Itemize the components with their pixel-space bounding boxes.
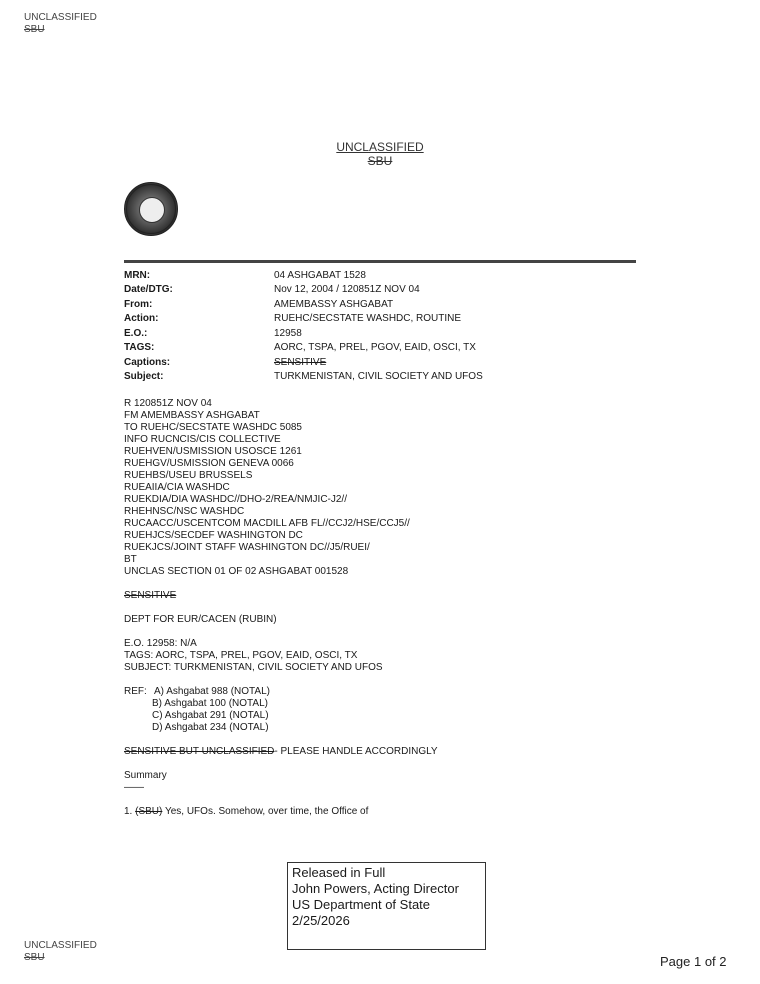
para-struck-marking: (SBU) <box>135 806 163 817</box>
meta-value: Nov 12, 2004 / 120851Z NOV 04 <box>274 284 420 296</box>
routing-line: INFO RUCNCIS/CIS COLLECTIVE <box>124 434 281 445</box>
meta-key: Date/DTG: <box>124 284 173 296</box>
para-text: Yes, UFOs. Somehow, over time, the Office of <box>164 806 369 817</box>
paragraph-1 <box>124 806 604 818</box>
routing-line: RUEHJCS/SECDEF WASHINGTON DC <box>124 530 303 541</box>
routing-line: RUEKDIA/DIA WASHDC//DHO-2/REA/NMJIC-J2// <box>124 494 347 505</box>
ref-item: B) Ashgabat 100 (NOTAL) <box>152 698 268 709</box>
routing-line: RUEHBS/USEU BRUSSELS <box>124 470 253 481</box>
routing-line: FM AMEMBASSY ASHGABAT <box>124 410 260 421</box>
dept-line: DEPT FOR EUR/CACEN (RUBIN) <box>124 614 277 625</box>
release-line: US Department of State <box>292 897 431 912</box>
meta-row <box>124 312 483 327</box>
classification-caveat: SBU <box>24 952 45 963</box>
routing-line: TO RUEHC/SECSTATE WASHDC 5085 <box>124 422 302 433</box>
meta-row <box>124 341 483 356</box>
handling-rest: - PLEASE HANDLE ACCORDINGLY <box>274 746 438 757</box>
summary-heading: Summary <box>124 770 167 781</box>
bottom-corner-classification <box>24 940 97 964</box>
meta-row <box>124 355 483 370</box>
meta-value: AMEMBASSY ASHGABAT <box>274 298 394 310</box>
release-line: 2/25/2026 <box>292 913 350 928</box>
cable-metadata-table <box>124 268 483 384</box>
meta-value: 04 ASHGABAT 1528 <box>274 269 366 281</box>
classification-caveat: SBU <box>24 24 45 35</box>
routing-line: R 120851Z NOV 04 <box>124 398 212 409</box>
header-classification-caveat: SBU <box>367 154 393 168</box>
routing-line: UNCLAS SECTION 01 OF 02 ASHGABAT 001528 <box>124 566 349 577</box>
meta-value: AORC, TSPA, PREL, PGOV, EAID, OSCI, TX <box>274 342 476 354</box>
meta-value: TURKMENISTAN, CIVIL SOCIETY AND UFOS <box>274 371 483 383</box>
state-seal-icon <box>124 182 178 236</box>
meta-value: SENSITIVE <box>274 356 327 368</box>
meta-key: TAGS: <box>124 342 155 354</box>
header-classification-label: UNCLASSIFIED <box>336 140 424 154</box>
meta-key: MRN: <box>124 269 151 281</box>
release-line: Released in Full <box>292 865 386 880</box>
eo-line: E.O. 12958: N/A <box>124 638 197 649</box>
page-number: Page 1 of 2 <box>660 954 727 969</box>
ref-first-line <box>124 686 604 698</box>
cable-body <box>124 398 604 818</box>
ref-item: D) Ashgabat 234 (NOTAL) <box>152 722 269 733</box>
meta-key: Captions: <box>124 356 171 368</box>
meta-row <box>124 326 483 341</box>
classification-label: UNCLASSIFIED <box>24 940 97 951</box>
ref-item: A) Ashgabat 988 (NOTAL) <box>154 686 270 697</box>
handling-struck: SENSITIVE BUT UNCLASSIFIED <box>124 746 275 757</box>
meta-row <box>124 283 483 298</box>
meta-key: From: <box>124 298 153 310</box>
meta-row <box>124 297 483 312</box>
routing-line: RUEHGV/USMISSION GENEVA 0066 <box>124 458 294 469</box>
routing-line: RUCAACC/USCENTCOM MACDILL AFB FL//CCJ2/HSE/CCJ5// <box>124 518 410 529</box>
meta-value: 12958 <box>274 327 302 339</box>
header-classification <box>0 140 760 168</box>
sensitive-caption: SENSITIVE <box>124 590 177 601</box>
routing-line: RUEAIIA/CIA WASHDC <box>124 482 230 493</box>
para-number: 1. <box>124 806 133 817</box>
ref-label: REF: <box>124 686 147 697</box>
meta-key: Action: <box>124 313 159 325</box>
meta-value: RUEHC/SECSTATE WASHDC, ROUTINE <box>274 313 462 325</box>
routing-line: RUEHVEN/USMISSION USOSCE 1261 <box>124 446 302 457</box>
routing-line: BT <box>124 554 137 565</box>
routing-line: RUEKJCS/JOINT STAFF WASHINGTON DC//J5/RUEI/ <box>124 542 370 553</box>
meta-row <box>124 268 483 283</box>
top-corner-classification <box>24 12 97 36</box>
summary-underline: —— <box>124 782 144 793</box>
routing-line: RHEHNSC/NSC WASHDC <box>124 506 245 517</box>
ref-item: C) Ashgabat 291 (NOTAL) <box>152 710 269 721</box>
meta-key: E.O.: <box>124 327 148 339</box>
release-stamp <box>287 862 486 950</box>
tags-line: TAGS: AORC, TSPA, PREL, PGOV, EAID, OSCI, TX <box>124 650 358 661</box>
handling-line <box>124 746 604 758</box>
subject-line: SUBJECT: TURKMENISTAN, CIVIL SOCIETY AND UFOS <box>124 662 383 673</box>
release-line: John Powers, Acting Director <box>292 881 459 896</box>
header-rule <box>124 260 636 263</box>
meta-row <box>124 370 483 385</box>
classification-label: UNCLASSIFIED <box>24 12 97 23</box>
meta-key: Subject: <box>124 371 164 383</box>
